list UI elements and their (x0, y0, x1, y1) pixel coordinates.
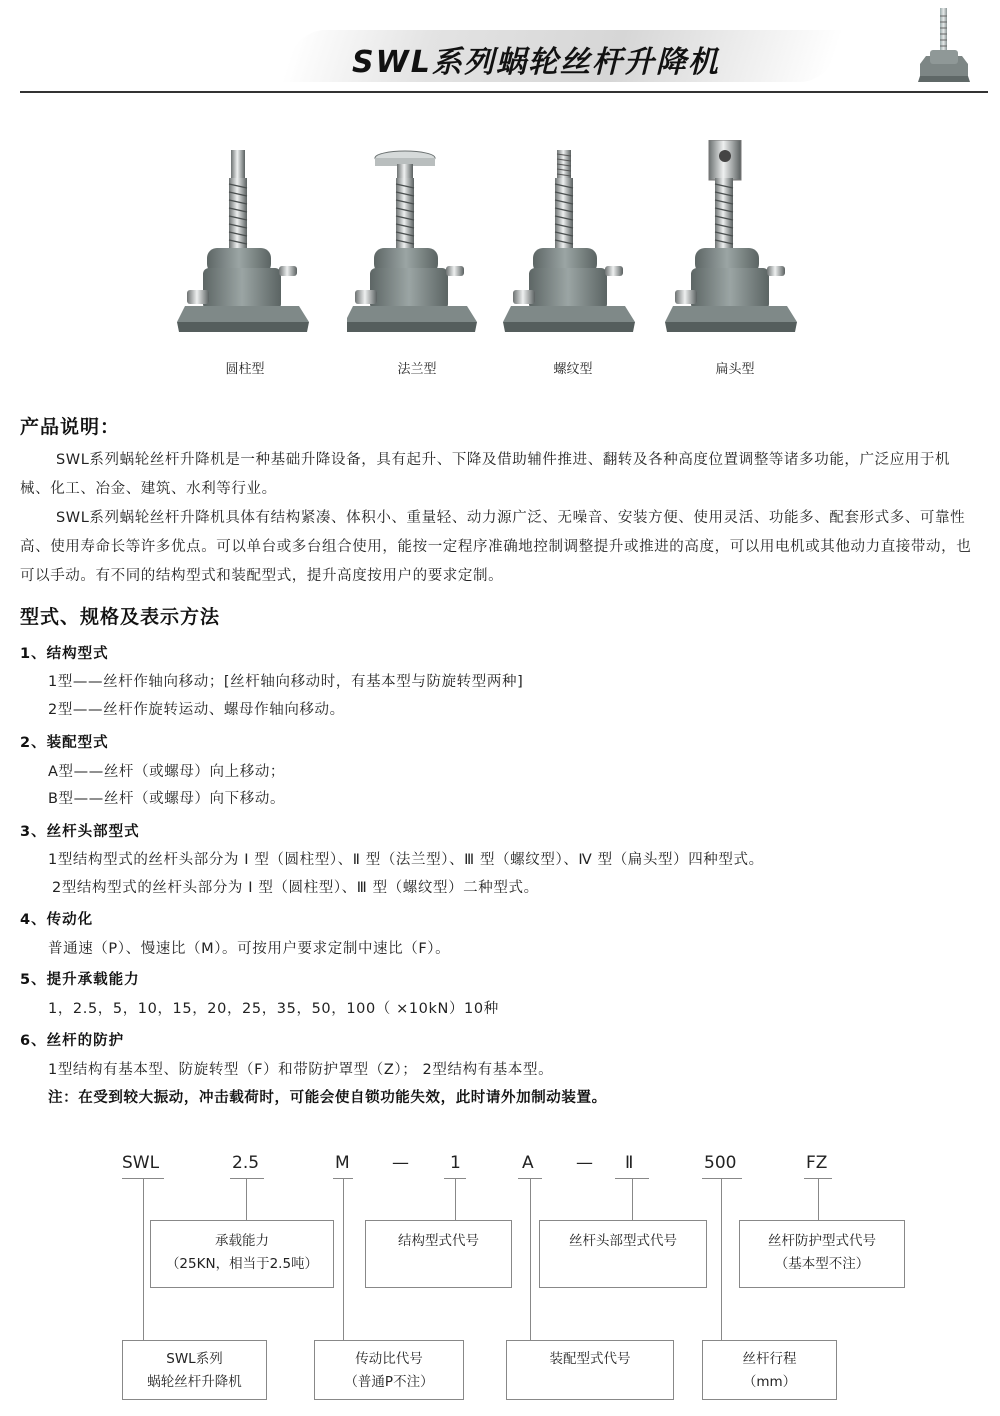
code-token-dash-1: — (392, 1153, 409, 1173)
box-head-title: 丝杆头部型式代号 (569, 1233, 677, 1249)
flange-jack-image (347, 140, 487, 350)
section-2-title: 2、装配型式 (20, 735, 109, 751)
section-2-line-1: A型——丝杆（或螺母）向上移动； (48, 764, 286, 780)
box-capacity (150, 1220, 334, 1288)
cylinder-jack-image (175, 140, 315, 350)
intro-paragraph-1 (20, 446, 980, 504)
product-label: 圆柱型 (225, 362, 265, 377)
intro-heading: 产品说明： (20, 416, 121, 438)
page-header (0, 0, 1000, 100)
section-3-line-1: 1型结构型式的丝杆头部分为 Ⅰ 型（圆柱型）、Ⅱ 型（法兰型）、Ⅲ 型（螺纹型）、Ⅳ 型（扁头型）四种型式。 (48, 852, 764, 868)
spec-heading: 型式、规格及表示方法 (20, 606, 221, 628)
connector (632, 1178, 633, 1220)
flat-head-jack-image (665, 140, 805, 350)
code-token-dash-2: — (576, 1153, 593, 1173)
code-token-stroke: 500 (704, 1153, 737, 1173)
box-stroke-unit: （mm） (742, 1374, 797, 1390)
box-capacity-title: 承载能力 (215, 1233, 269, 1249)
box-series (122, 1340, 267, 1400)
product-label: 扁头型 (715, 362, 755, 377)
connector (702, 1178, 742, 1179)
connector (530, 1178, 531, 1350)
page-title: SWL系列蜗轮丝杆升降机 (352, 45, 720, 80)
product-flat (665, 140, 805, 380)
box-assembly-code (506, 1340, 674, 1400)
box-structure-title: 结构型式代号 (398, 1233, 479, 1249)
box-assembly-title: 装配型式代号 (549, 1351, 631, 1367)
connector (343, 1178, 344, 1350)
product-label: 法兰型 (397, 362, 437, 377)
box-head-code (539, 1220, 707, 1288)
section-1-title: 1、结构型式 (20, 646, 109, 662)
connector (143, 1178, 144, 1350)
code-token-capacity: 2.5 (232, 1153, 260, 1173)
connector (455, 1178, 456, 1220)
section-1-line-1: 1型——丝杆作轴向移动；[丝杆轴向移动时，有基本型与防旋转型两种] (48, 674, 524, 690)
connector (818, 1178, 819, 1220)
box-series-title: SWL系列 (166, 1351, 223, 1367)
box-guard-note: （基本型不注） (774, 1256, 870, 1272)
box-guard-code (739, 1220, 905, 1288)
code-token-assembly: A (522, 1153, 534, 1173)
code-token-head: Ⅱ (625, 1153, 634, 1173)
connector (230, 1178, 264, 1179)
warning-note: 注：在受到较大振动，冲击载荷时，可能会使自锁功能失效，此时请外加制动装置。 (48, 1090, 607, 1106)
box-guard-title: 丝杆防护型式代号 (768, 1233, 876, 1249)
code-token-series: SWL (122, 1153, 160, 1173)
header-rule (20, 91, 988, 93)
section-6-title: 6、丝杆的防护 (20, 1033, 125, 1049)
box-structure-code (365, 1220, 512, 1288)
box-capacity-note: （25KN，相当于2.5吨） (165, 1256, 319, 1272)
box-ratio-note: （普通P不注） (344, 1374, 434, 1390)
box-stroke-title: 丝杆行程 (742, 1351, 797, 1367)
thread-jack-image (503, 140, 643, 350)
box-stroke (702, 1340, 837, 1400)
intro-paragraph-2 (20, 504, 980, 591)
product-flange (347, 140, 487, 380)
intro-paragraph-1-text: SWL系列蜗轮丝杆升降机是一种基础升降设备，具有起升、下降及借助辅件推进、翻转及各种高度位置调整等诸多功能，广泛应用于机械、化工、冶金、建筑、水利等行业。 (20, 452, 951, 497)
box-series-subtitle: 蜗轮丝杆升降机 (147, 1374, 242, 1390)
section-6-line-1: 1型结构有基本型、防旋转型（F）和带防护罩型（Z）； 2型结构有基本型。 (48, 1062, 554, 1078)
section-4-title: 4、传动化 (20, 912, 94, 928)
code-token-structure: 1 (450, 1153, 461, 1173)
connector (721, 1178, 722, 1350)
model-code-diagram (0, 1140, 1000, 1416)
section-2-line-2: B型——丝杆（或螺母）向下移动。 (48, 791, 286, 807)
code-token-guard: FZ (806, 1153, 828, 1173)
product-thread (503, 140, 643, 380)
connector (246, 1178, 247, 1220)
box-ratio-title: 传动比代号 (355, 1351, 423, 1367)
section-1-line-2: 2型——丝杆作旋转运动、螺母作轴向移动。 (48, 702, 345, 718)
box-ratio-code (314, 1340, 464, 1400)
section-4-line-1: 普通速（P）、慢速比（M）。可按用户要求定制中速比（F）。 (48, 941, 451, 957)
section-3-title: 3、丝杆头部型式 (20, 824, 140, 840)
section-5-line-1: 1，2.5，5，10，15，20，25，35，50，100（ ×10kN）10种 (48, 1001, 499, 1017)
intro-paragraph-2-text: SWL系列蜗轮丝杆升降机具体有结构紧凑、体积小、重量轻、动力源广泛、无噪音、安装方便、使用灵活、功能多、配套形式多、可靠性高、使用寿命长等许多优点。可以单台或多台组合使用，能按一定程序准确地控制调整提升或推进的高度，可以用电机或其他动力直接带动，也可以手动。有不同的结构型式和装配型式，提升高度按用户的要求定制。 (20, 510, 972, 584)
product-label: 螺纹型 (553, 362, 593, 377)
product-cylinder (175, 140, 315, 380)
section-5-title: 5、提升承载能力 (20, 972, 140, 988)
jack-thumbnail-icon (918, 6, 970, 86)
section-3-line-2: 2型结构型式的丝杆头部分为 Ⅰ 型（圆柱型）、Ⅲ 型（螺纹型）二种型式。 (52, 880, 539, 896)
code-token-ratio: M (335, 1153, 350, 1173)
